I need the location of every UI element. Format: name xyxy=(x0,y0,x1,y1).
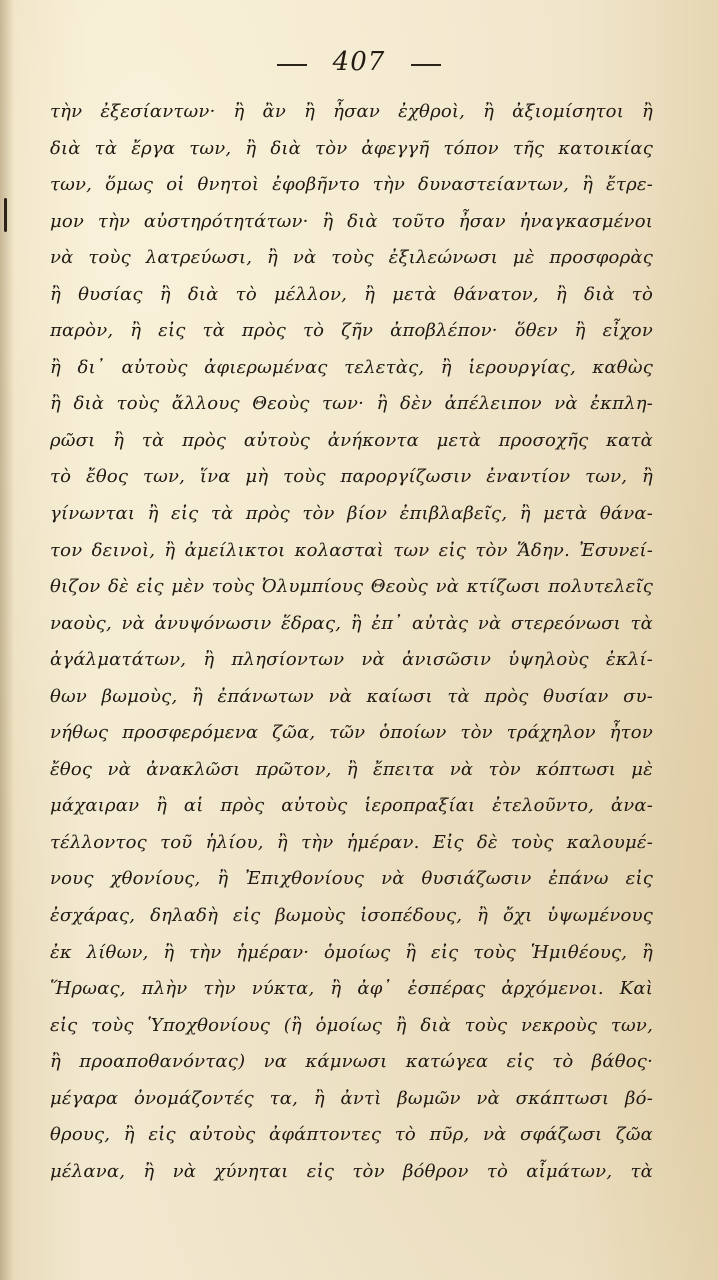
text-line: μάχαιραν ἢ αἱ πρὸς αὐτοὺς ἱεροπραξίαι ἐτελοῦντο, ἀνα- xyxy=(50,795,653,817)
text-line: ἢ διὰ τοὺς ἄλλους Θεοὺς των· ἢ δὲν ἀπέλειπον νὰ ἐκπλη- xyxy=(50,393,653,415)
text-line: νήθως προσφερόμενα ζῶα, τῶν ὁποίων τὸν τράχηλον ἦτον xyxy=(50,722,653,744)
text-line: ἐκ λίθων, ἢ τὴν ἡμέραν· ὁμοίως ἢ εἰς τοὺς Ἡμιθέους, ἢ xyxy=(50,941,653,963)
text-line: ἢ θυσίας ἢ διὰ τὸ μέλλον, ἢ μετὰ θάνατον, ἢ διὰ τὸ xyxy=(50,283,653,305)
header-dash-left xyxy=(277,64,307,66)
body-text xyxy=(50,94,653,1190)
text-line: γίνωνται ἢ εἰς τὰ πρὸς τὸν βίον ἐπιβλαβεῖς, ἢ μετὰ θάνα- xyxy=(50,503,653,525)
page-number: 407 xyxy=(332,47,386,77)
text-line: Ἥρωας, πλὴν τὴν νύκτα, ἢ ἀφ᾽ ἑσπέρας ἀρχόμενοι. Καὶ xyxy=(50,978,653,1000)
margin-mark xyxy=(4,198,7,232)
text-line: ἐσχάρας, δηλαδὴ εἰς βωμοὺς ἰσοπέδους, ἢ ὄχι ὑψωμένους xyxy=(50,905,653,927)
text-line: ρῶσι ἢ τὰ πρὸς αὐτοὺς ἀνήκοντα μετὰ προσοχῆς κατὰ xyxy=(50,429,653,451)
text-line: θιζον δὲ εἰς μὲν τοὺς Ὀλυμπίους Θεοὺς νὰ κτίζωσι πολυτελεῖς xyxy=(50,576,653,598)
text-line: μέγαρα ὀνομάζοντές τα, ἢ ἀντὶ βωμῶν νὰ σκάπτωσι βό- xyxy=(50,1087,653,1109)
text-line: των, ὅμως οἱ θνητοὶ ἐφοβῆντο τὴν δυναστείαντων, ἢ ἔτρε- xyxy=(50,174,653,196)
text-line: νους χθονίους, ἢ Ἐπιχθονίους νὰ θυσιάζωσιν ἐπάνω εἰς xyxy=(50,868,653,890)
page-header xyxy=(0,40,718,84)
text-line: θρους, ἢ εἰς αὐτοὺς ἀφάπτοντες τὸ πῦρ, νὰ σφάζωσι ζῶα xyxy=(50,1124,653,1146)
text-line: τέλλοντος τοῦ ἡλίου, ἢ τὴν ἡμέραν. Εἰς δὲ τοὺς καλουμέ- xyxy=(50,831,653,853)
text-line: τον δεινοὶ, ἢ ἀμείλικτοι κολασταὶ των εἰς τὸν Ἅδην. Ἐσυνεί- xyxy=(50,539,653,561)
text-line: τὸ ἔθος των, ἵνα μὴ τοὺς παροργίζωσιν ἐναντίον των, ἢ xyxy=(50,466,653,488)
binding-shadow xyxy=(0,0,14,1280)
text-line: νὰ τοὺς λατρεύωσι, ἢ νὰ τοὺς ἐξιλεώνωσι μὲ προσφορὰς xyxy=(50,247,653,269)
text-line: παρὸν, ἢ εἰς τὰ πρὸς τὸ ζῆν ἀποβλέπον· ὅθεν ἢ εἶχον xyxy=(50,320,653,342)
text-line: θων βωμοὺς, ἢ ἐπάνωτων νὰ καίωσι τὰ πρὸς θυσίαν συ- xyxy=(50,685,653,707)
text-line: μέλανα, ἢ νὰ χύνηται εἰς τὸν βόθρον τὸ αἷμάτων, τὰ xyxy=(50,1160,653,1182)
text-line: μον τὴν αὐστηρότητάτων· ἢ διὰ τοῦτο ἦσαν ἠναγκασμένοι xyxy=(50,210,653,232)
text-line: ἀγάλματάτων, ἢ πλησίοντων νὰ ἀνισῶσιν ὑψηλοὺς ἐκλί- xyxy=(50,649,653,671)
text-line: τὴν ἐξεσίαντων· ἢ ἂν ἢ ἦσαν ἐχθροὶ, ἢ ἀξιομίσητοι ἢ xyxy=(50,101,653,122)
text-line: διὰ τὰ ἔργα των, ἢ διὰ τὸν ἀφεγγῆ τόπον τῆς κατοικίας xyxy=(50,137,653,159)
text-line: ἔθος νὰ ἀνακλῶσι πρῶτον, ἢ ἔπειτα νὰ τὸν κόπτωσι μὲ xyxy=(50,758,653,780)
header-dash-right xyxy=(411,64,441,66)
text-line: ἢ προαποθανόντας) να κάμνωσι κατώγεα εἰς τὸ βάθος· xyxy=(50,1051,653,1073)
text-line: ναοὺς, νὰ ἀνυψόνωσιν ἕδρας, ἢ ἐπ᾽ αὐτὰς νὰ στερεόνωσι τὰ xyxy=(50,612,653,634)
text-line: εἰς τοὺς Ὑποχθονίους (ἢ ὁμοίως ἢ διὰ τοὺς νεκροὺς των, xyxy=(50,1014,653,1036)
text-line: ἢ δι᾽ αὐτοὺς ἀφιερωμένας τελετὰς, ἢ ἱερουργίας, καθὼς xyxy=(50,356,653,378)
